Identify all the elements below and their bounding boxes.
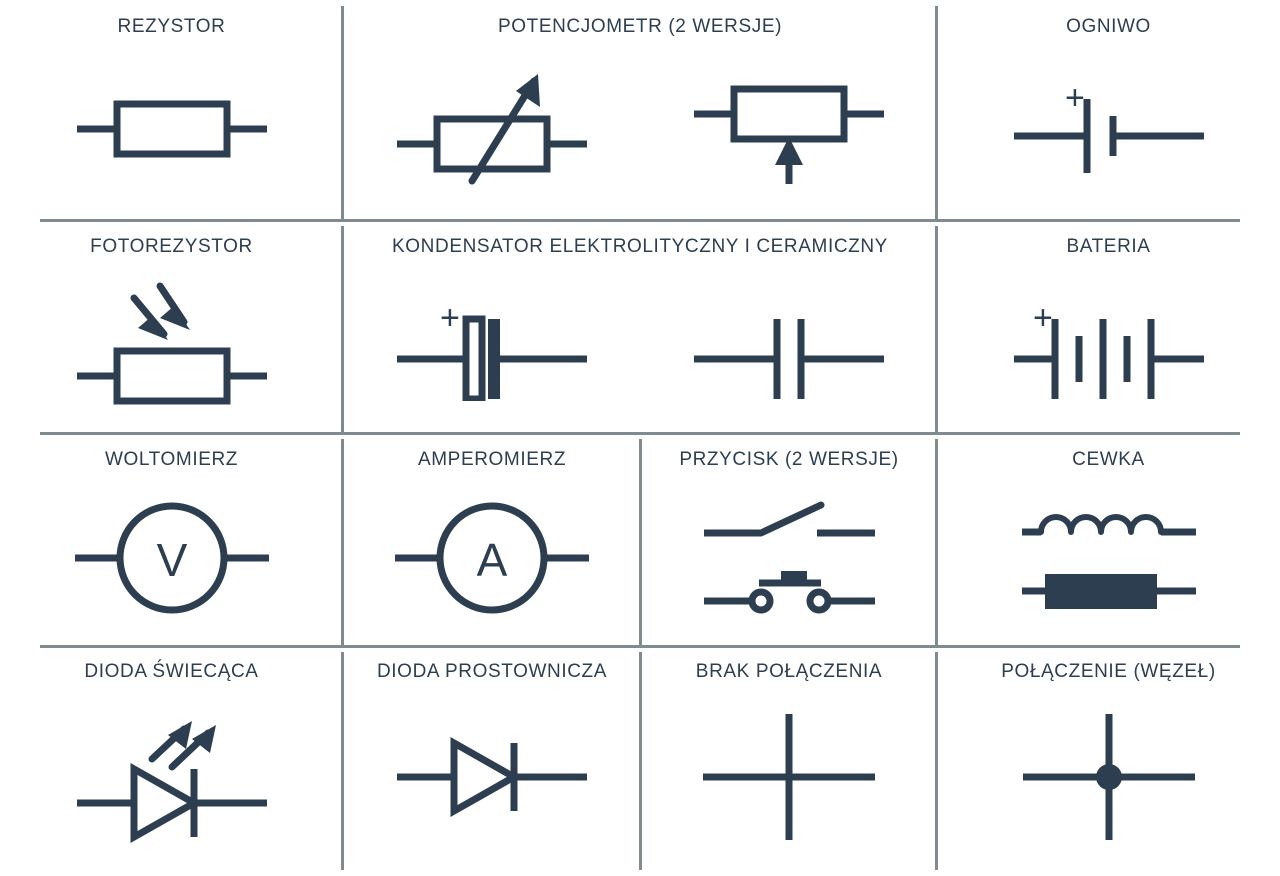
cell-label: CEWKA bbox=[1072, 449, 1145, 470]
cell-label: POTENCJOMETR (2 WERSJE) bbox=[497, 16, 783, 37]
grid-divider bbox=[935, 226, 938, 432]
cell-kondensator bbox=[343, 220, 937, 433]
cell-brak-polaczenia bbox=[641, 645, 937, 870]
cell-label: REZYSTOR bbox=[117, 16, 226, 37]
battery-symbol bbox=[937, 259, 1280, 433]
ammeter-symbol bbox=[343, 472, 641, 645]
grid-divider bbox=[935, 6, 938, 220]
plus-marking: + bbox=[439, 298, 460, 337]
symbol-row bbox=[0, 220, 1280, 433]
grid-divider bbox=[935, 439, 938, 645]
plus-marking: + bbox=[1064, 79, 1085, 118]
symbol-row bbox=[0, 0, 1280, 220]
cell-przycisk bbox=[641, 433, 937, 645]
grid-divider bbox=[341, 226, 344, 432]
cell-label: DIODA ŚWIECĄCA bbox=[84, 661, 259, 682]
cell-label: PRZYCISK (2 WERSJE) bbox=[679, 449, 899, 470]
capacitor-symbol-electrolytic bbox=[392, 291, 592, 401]
plus-marking: + bbox=[1032, 298, 1053, 337]
cell-dioda-prostownicza bbox=[343, 645, 641, 870]
coil-symbol bbox=[1019, 496, 1199, 621]
no-connection-symbol bbox=[641, 684, 937, 870]
grid-divider bbox=[935, 652, 938, 870]
cell-cewka bbox=[937, 433, 1280, 645]
grid-divider bbox=[639, 652, 642, 870]
cell-label: BATERIA bbox=[1066, 236, 1151, 257]
cell-label: OGNIWO bbox=[1066, 16, 1151, 37]
cell-polaczenie-wezel bbox=[937, 645, 1280, 870]
grid-divider bbox=[341, 6, 344, 220]
cell-label: DIODA PROSTOWNICZA bbox=[376, 661, 608, 682]
led-symbol bbox=[0, 684, 343, 870]
potentiometer-symbol-variant-2 bbox=[689, 69, 889, 189]
cell-fotorezystor bbox=[0, 220, 343, 433]
cell-symbol bbox=[937, 39, 1280, 220]
potentiometer-symbol-variant-1 bbox=[392, 69, 592, 189]
cell-woltomierz bbox=[0, 433, 343, 645]
cell-label: AMPEROMIERZ bbox=[417, 449, 567, 470]
cell-bateria bbox=[937, 220, 1280, 433]
capacitor-symbol-ceramic bbox=[689, 291, 889, 401]
cell-potencjometr bbox=[343, 0, 937, 220]
cell-dioda-swiecaca bbox=[0, 645, 343, 870]
photoresistor-symbol bbox=[0, 259, 343, 433]
grid-divider bbox=[341, 439, 344, 645]
cell-label: BRAK POŁĄCZENIA bbox=[695, 661, 883, 682]
cell-label: WOLTOMIERZ bbox=[104, 449, 239, 470]
grid-divider bbox=[341, 652, 344, 870]
pushbutton-symbol bbox=[699, 493, 879, 623]
resistor-symbol bbox=[0, 39, 343, 220]
cell-label: KONDENSATOR ELEKTROLITYCZNY I CERAMICZNY bbox=[392, 236, 888, 257]
voltmeter-symbol bbox=[0, 472, 343, 645]
junction-symbol bbox=[937, 684, 1280, 870]
cell-label: POŁĄCZENIE (WĘZEŁ) bbox=[1001, 661, 1216, 682]
cell-amperomierz bbox=[343, 433, 641, 645]
diode-symbol bbox=[343, 684, 641, 870]
ammeter-letter: A bbox=[476, 534, 508, 587]
cell-ogniwo bbox=[937, 0, 1280, 220]
cell-label: FOTOREZYSTOR bbox=[90, 236, 253, 257]
voltmeter-letter: V bbox=[156, 534, 187, 587]
grid-divider bbox=[639, 439, 642, 645]
cell-rezystor bbox=[0, 0, 343, 220]
